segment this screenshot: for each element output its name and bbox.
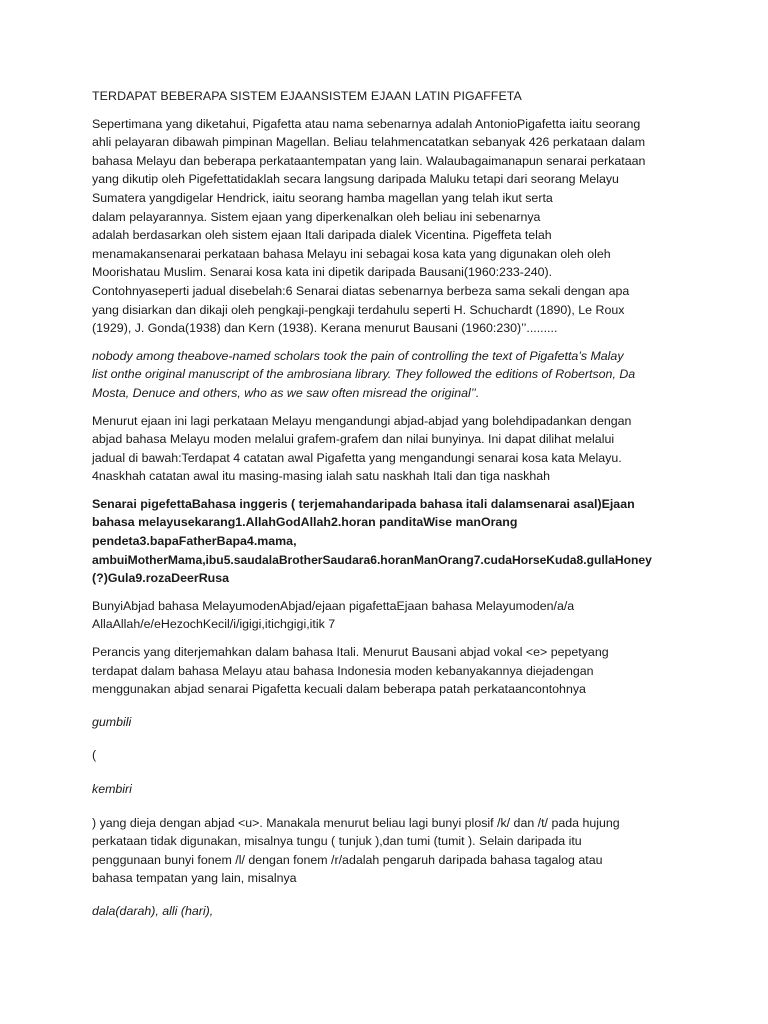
word-kembiri: kembiri	[92, 782, 132, 796]
text-line: Moorishatau Muslim. Senarai kosa kata ini dipetik daripada Bausani(1960:233-240).	[92, 265, 553, 280]
text-line: Contohnyaseperti jadual disebelah:6 Senarai diatas sebenarnya berbeza sama sekali dengan apa	[92, 283, 630, 298]
text-line: Senarai pigefettaBahasa inggeris ( terjemahandaripada bahasa itali dalamsenarai asal)Ejaan	[92, 496, 635, 511]
document-title: TERDAPAT BEBERAPA SISTEM EJAANSISTEM EJAAN LATIN PIGAFFETA	[92, 89, 522, 103]
text-line: bahasa Melayu dan beberapa perkataantempatan yang lain. Walaubagaimanapun senarai perkataan	[92, 153, 646, 168]
text-line: pendeta3.bapaFatherBapa4.mama,	[92, 534, 297, 549]
text-line: penggunaan bunyi fonem /l/ dengan fonem /r/adalah pengaruh daripada bahasa tagalog atau	[92, 852, 603, 867]
text-line: ambuiMotherMama,ibu5.saudalaBrotherSaudara6.horanManOrang7.cudaHorseKuda8.gullaHoney	[92, 552, 652, 567]
text-line: (?)Gula9.rozaDeerRusa	[92, 571, 230, 586]
text-line: menamakansenarai perkataan bahasa Melayu ini sebagai kosa kata yang digunakan oleh oleh	[92, 246, 611, 261]
text-line: bahasa melayusekarang1.AllahGodAllah2.horan panditaWise manOrang	[92, 515, 518, 530]
text-line: bahasa tempatan yang lain, misalnya	[92, 871, 297, 886]
text-line: (1929), J. Gonda(1938) dan Kern (1938). Kerana menurut Bausani (1960:230)’’.........	[92, 321, 558, 336]
text-line: 4naskhah catatan awal itu masing-masing ialah satu naskhah Itali dan tiga naskhah	[92, 469, 551, 484]
text-line: adalah berdasarkan oleh sistem ejaan Itali daripada dialek Vicentina. Pigeffeta telah	[92, 228, 552, 243]
paragraph-intro	[92, 115, 690, 338]
paragraph-ejaan	[92, 412, 690, 486]
text-line: terdapat dalam bahasa Melayu atau bahasa Indonesia moden kebanyakannya diejadengan	[92, 663, 594, 678]
word-gumbili: gumbili	[92, 714, 132, 729]
text-line: Sumatera yangdigelar Hendrick, iaitu seorang hamba magellan yang telah ikut serta	[92, 190, 553, 205]
text-line: Perancis yang diterjemahkan dalam bahasa Itali. Menurut Bausani abjad vokal <e> pepetyang	[92, 645, 609, 660]
paragraph-plosif	[92, 814, 690, 888]
text-line: Sepertimana yang diketahui, Pigafetta atau nama sebenarnya adalah AntonioPigafetta iaitu seorang	[92, 116, 641, 131]
text-line: dalam pelayarannya. Sistem ejaan yang diperkenalkan oleh beliau ini sebenarnya	[92, 209, 541, 224]
text-line: Menurut ejaan ini lagi perkataan Melayu mengandungi abjad-abjad yang bolehdipadankan dengan	[92, 413, 632, 428]
paragraph-bunyi	[92, 597, 690, 634]
paragraph-senarai	[92, 495, 690, 588]
text-line: ahli pelayaran dibawah pimpinan Magellan. Beliau telahmencatatkan sebanyak 426 perkataan dalam	[92, 135, 646, 150]
text-line: AllaAllah/e/eHezochKecil/i/igigi,itichgigi,itik 7	[92, 617, 336, 632]
text-line: ) yang dieja dengan abjad <u>. Manakala menurut beliau lagi bunyi plosif /k/ dan /t/ pada hujung	[92, 815, 620, 830]
text-line: menggunakan abjad senarai Pigafetta kecuali dalam beberapa patah perkataancontohnya	[92, 682, 586, 697]
text-line: BunyiAbjad bahasa MelayumodenAbjad/ejaan pigafettaEjaan bahasa Melayumoden/a/a	[92, 598, 575, 613]
text-line: abjad bahasa Melayu moden melalui grafem-grafem dan nilai bunyinya. Ini dapat dilihat melalui	[92, 432, 615, 447]
text-line: nobody among theabove-named scholars took the pain of controlling the text of Pigafetta’s Malay	[92, 348, 624, 363]
paragraph-quote	[92, 347, 690, 403]
open-parenthesis: (	[92, 748, 97, 763]
text-line: yang dikutip oleh Pigefettatidaklah secara langsung daripada Maluku tetapi dari seorang Melayu	[92, 172, 619, 187]
paragraph-examples: dala(darah), alli (hari),	[92, 903, 214, 918]
text-line: list onthe original manuscript of the ambrosiana library. They followed the editions of Robertson, Da	[92, 367, 636, 382]
text-line: jadual di bawah:Terdapat 4 catatan awal Pigafetta yang mengandungi senarai kosa kata Melayu.	[92, 450, 622, 465]
text-line: yang disiarkan dan dikaji oleh pengkaji-pengkaji terdahulu seperti H. Schuchardt (1890), Le Roux	[92, 302, 625, 317]
text-line: perkataan tidak digunakan, misalnya tungu ( tunjuk ),dan tumi (tumit ). Selain daripada itu	[92, 834, 582, 849]
paragraph-perancis	[92, 643, 690, 699]
text-line: Mosta, Denuce and others, who as we saw often misread the original’’.	[92, 385, 480, 400]
